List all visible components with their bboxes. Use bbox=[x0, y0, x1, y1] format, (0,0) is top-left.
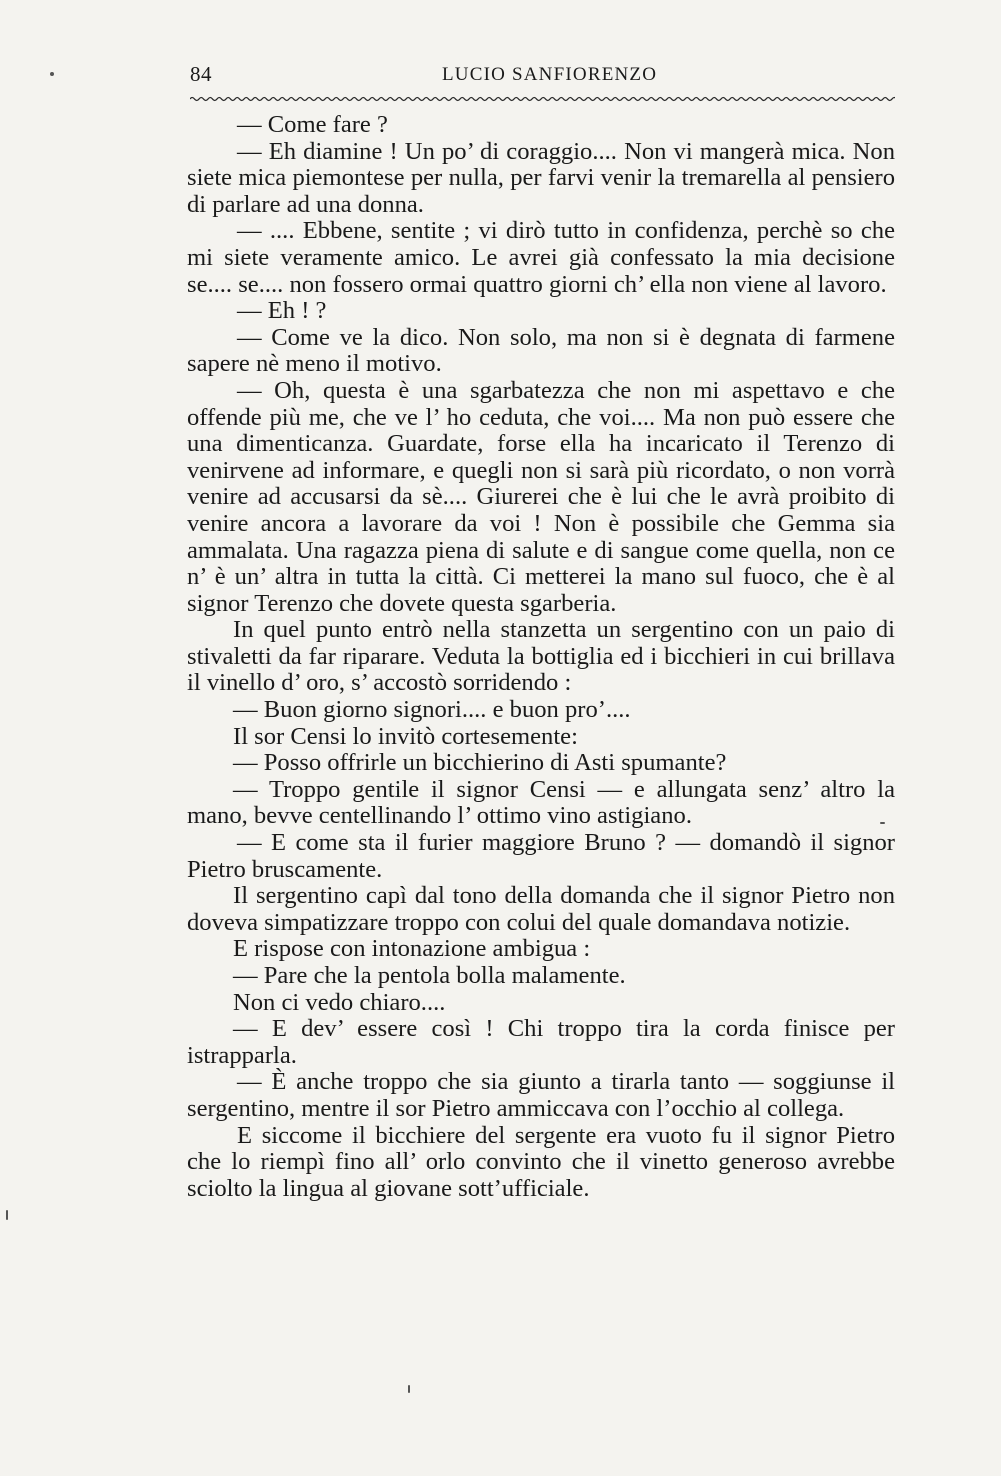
print-speck bbox=[50, 72, 54, 76]
paragraph: — Oh, questa è una sgarbatezza che non mi aspettavo e che offende più me, che ve l’ ho ceduta, che voi.... Ma non può essere che una dimenticanza. Guardate, forse ella ha incaricato il Terenzo di venirvene ad informare, e quegli non si sarà più ricordato, o non vorrà venire ad accusarsi da sè.... Giurerei che è lui che le avrà proibito di venire ancora a lavorare da voi ! Non è possibile che Gemma sia ammalata. Una ragazza piena di salute e di sangue come quella, non ce n’ è un’ altra in tutta la città. Ci metterei la mano sul fuoco, che è al signor Terenzo che dovete questa sgarberia. bbox=[187, 376, 895, 617]
paragraph: — Troppo gentile il signor Censi — e allungata senz’ altro la mano, bevve centellinando l’ ottimo vino astigiano. bbox=[187, 775, 895, 830]
page-number: 84 bbox=[190, 62, 212, 86]
paragraph: E rispose con intonazione ambigua : bbox=[233, 935, 591, 963]
print-speck bbox=[880, 822, 885, 824]
paragraph: Il sor Censi lo invitò cortesemente: bbox=[233, 722, 578, 750]
running-title: LUCIO SANFIORENZO bbox=[442, 64, 658, 85]
paragraph: — Come fare ? bbox=[237, 111, 388, 138]
paragraph: Il sergentino capì dal tono della domanda che il signor Pietro non doveva simpatizzare troppo con colui del quale domandava notizie. bbox=[187, 882, 895, 936]
paragraph: — E come sta il furier maggiore Bruno ? — domandò il signor Pietro bruscamente. bbox=[187, 829, 895, 883]
paragraph: — Posso offrirle un bicchierino di Asti spumante? bbox=[233, 749, 727, 777]
print-speck bbox=[6, 1210, 8, 1220]
body-text bbox=[187, 112, 895, 1202]
page-header bbox=[190, 62, 890, 92]
paragraph: — Eh diamine ! Un po’ di coraggio.... Non vi mangerà mica. Non siete mica piemontese per nulla, per farvi venir la tremarella al pensiero di parlare ad una donna. bbox=[187, 137, 895, 218]
wavy-rule-ornament bbox=[190, 92, 895, 106]
paragraph: — È anche troppo che sia giunto a tirarla tanto — soggiunse il sergentino, mentre il sor Pietro ammiccava con l’occhio al collega. bbox=[187, 1068, 895, 1122]
print-speck bbox=[408, 1385, 410, 1393]
paragraph: — Buon giorno signori.... e buon pro’.... bbox=[233, 696, 631, 724]
paragraph: — Eh ! ? bbox=[237, 297, 327, 325]
paragraph: — .... Ebbene, sentite ; vi dirò tutto in confidenza, perchè so che mi siete veramente amico. Le avrei già confessato la mia decisione se.... se.... non fossero ormai quattro giorni ch’ ella non viene al lavoro. bbox=[187, 217, 895, 298]
paragraph: — Pare che la pentola bolla malamente. bbox=[233, 962, 626, 989]
paragraph: — Come ve la dico. Non solo, ma non si è degnata di farmene sapere nè meno il motivo. bbox=[187, 323, 895, 378]
paragraph: In quel punto entrò nella stanzetta un sergentino con un paio di stivaletti da far riparare. Veduta la bottiglia ed i bicchieri in cui brillava il vinello d’ oro, s’ accostò sorridendo : bbox=[187, 616, 895, 697]
paragraph: Non ci vedo chiaro.... bbox=[233, 988, 446, 1016]
paragraph: E siccome il bicchiere del sergente era vuoto fu il signor Pietro che lo riempì fino all’ orlo convinto che il vinetto generoso avrebbe sciolto la lingua al giovane sott’ufficiale. bbox=[187, 1121, 895, 1202]
paragraph: — E dev’ essere così ! Chi troppo tira la corda finisce per istrapparla. bbox=[187, 1015, 895, 1069]
